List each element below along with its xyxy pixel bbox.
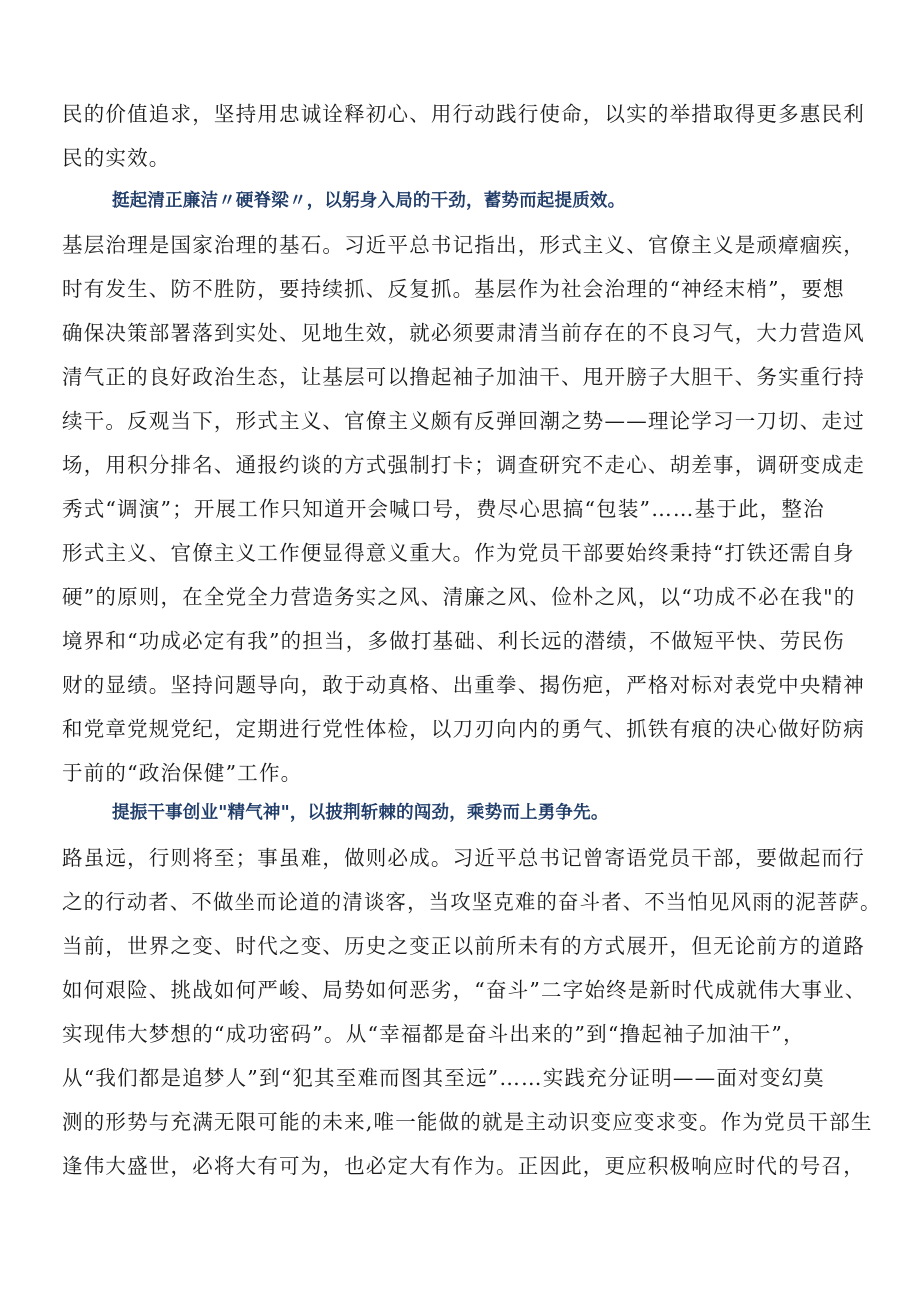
paragraph-line: 实现伟大梦想的“成功密码”。从“幸福都是奋斗出来的”到“撸起袖子加油干”， — [62, 1022, 805, 1046]
paragraph-line: 秀式“调演”；开展工作只知道开会喊口号，费尽心思搞“包装”……基于此，整治 — [62, 497, 825, 521]
paragraph-3 — [62, 836, 882, 1188]
paragraph-line: 硬”的原则，在全党全力营造务实之风、清廉之风、俭朴之风，以“功成不必在我"的 — [62, 585, 856, 609]
paragraph-line: 如何艰险、挑战如何严峻、局势如何恶劣，“奋斗”二字始终是新时代成就伟大事业、 — [62, 978, 867, 1002]
paragraph-line: 基层治理是国家治理的基石。习近平总书记指出，形式主义、官僚主义是顽瘴痼疾， — [62, 233, 865, 257]
paragraph-line: 从“我们都是追梦人”到“犯其至难而图其至远”……实践充分证明——面对变幻莫 — [62, 1066, 825, 1090]
paragraph-line: 场，用积分排名、通报约谈的方式强制打卡；调查研究不走心、胡差事，调研变成走 — [62, 453, 865, 477]
paragraph-line: 民的实效。 — [62, 146, 171, 170]
paragraph-line: 时有发生、防不胜防，要持续抓、反复抓。基层作为社会治理的“神经末梢”，要想 — [62, 277, 845, 301]
paragraph-line: 财的显绩。坚持问题导向，敢于动真格、出重拳、揭伤疤，严格对标对表党中央精神 — [62, 673, 865, 697]
paragraph-line: 和党章党规党纪，定期进行党性体检，以刀刃向内的勇气、抓铁有痕的决心做好防病 — [62, 717, 865, 741]
paragraph-line: 于前的“政治保健”工作。 — [62, 761, 303, 785]
paragraph-line: 逢伟大盛世，必将大有可为，也必定大有作为。正因此，更应积极响应时代的号召， — [62, 1154, 865, 1178]
paragraph-line: 形式主义、官僚主义工作便显得意义重大。作为党员干部要始终秉持“打铁还需自身 — [62, 541, 855, 565]
paragraph-top — [62, 92, 882, 180]
section-heading-1: 挺起清正廉洁〃硬脊梁〃，以躬身入局的干劲，蓄势而起提质效。 — [112, 191, 626, 211]
section-heading-2: 提振干事创业"精气神"，以披荆斩棘的闯劲，乘势而上勇争先。 — [112, 803, 609, 823]
paragraph-line: 境界和“功成必定有我”的担当，多做打基础、利长远的潜绩，不做短平快、劳民伤 — [62, 629, 845, 653]
paragraph-line: 清气正的良好政治生态，让基层可以撸起袖子加油干、甩开膀子大胆干、务实重行持 — [62, 365, 865, 389]
paragraph-line: 民的价值追求，坚持用忠诚诠释初心、用行动践行使命，以实的举措取得更多惠民利 — [62, 102, 865, 126]
paragraph-line: 确保决策部署落到实处、见地生效，就必须要肃清当前存在的不良习气，大力营造风 — [62, 321, 865, 345]
paragraph-line: 当前，世界之变、时代之变、历史之变正以前所未有的方式展开，但无论前方的道路 — [62, 934, 865, 958]
paragraph-line: 之的行动者、不做坐而论道的清谈客，当攻坚克难的奋斗者、不当怕见风雨的泥菩萨。 — [62, 890, 882, 914]
paragraph-2 — [62, 223, 882, 795]
paragraph-line: 测的形势与充满无限可能的未来,唯一能做的就是主动识变应变求变。作为党员干部生 — [62, 1110, 873, 1134]
paragraph-line: 路虽远，行则将至；事虽难，做则必成。习近平总书记曾寄语党员干部，要做起而行 — [62, 846, 865, 870]
paragraph-line: 续干。反观当下，形式主义、官僚主义颇有反弹回潮之势——理论学习一刀切、走过 — [62, 409, 865, 433]
